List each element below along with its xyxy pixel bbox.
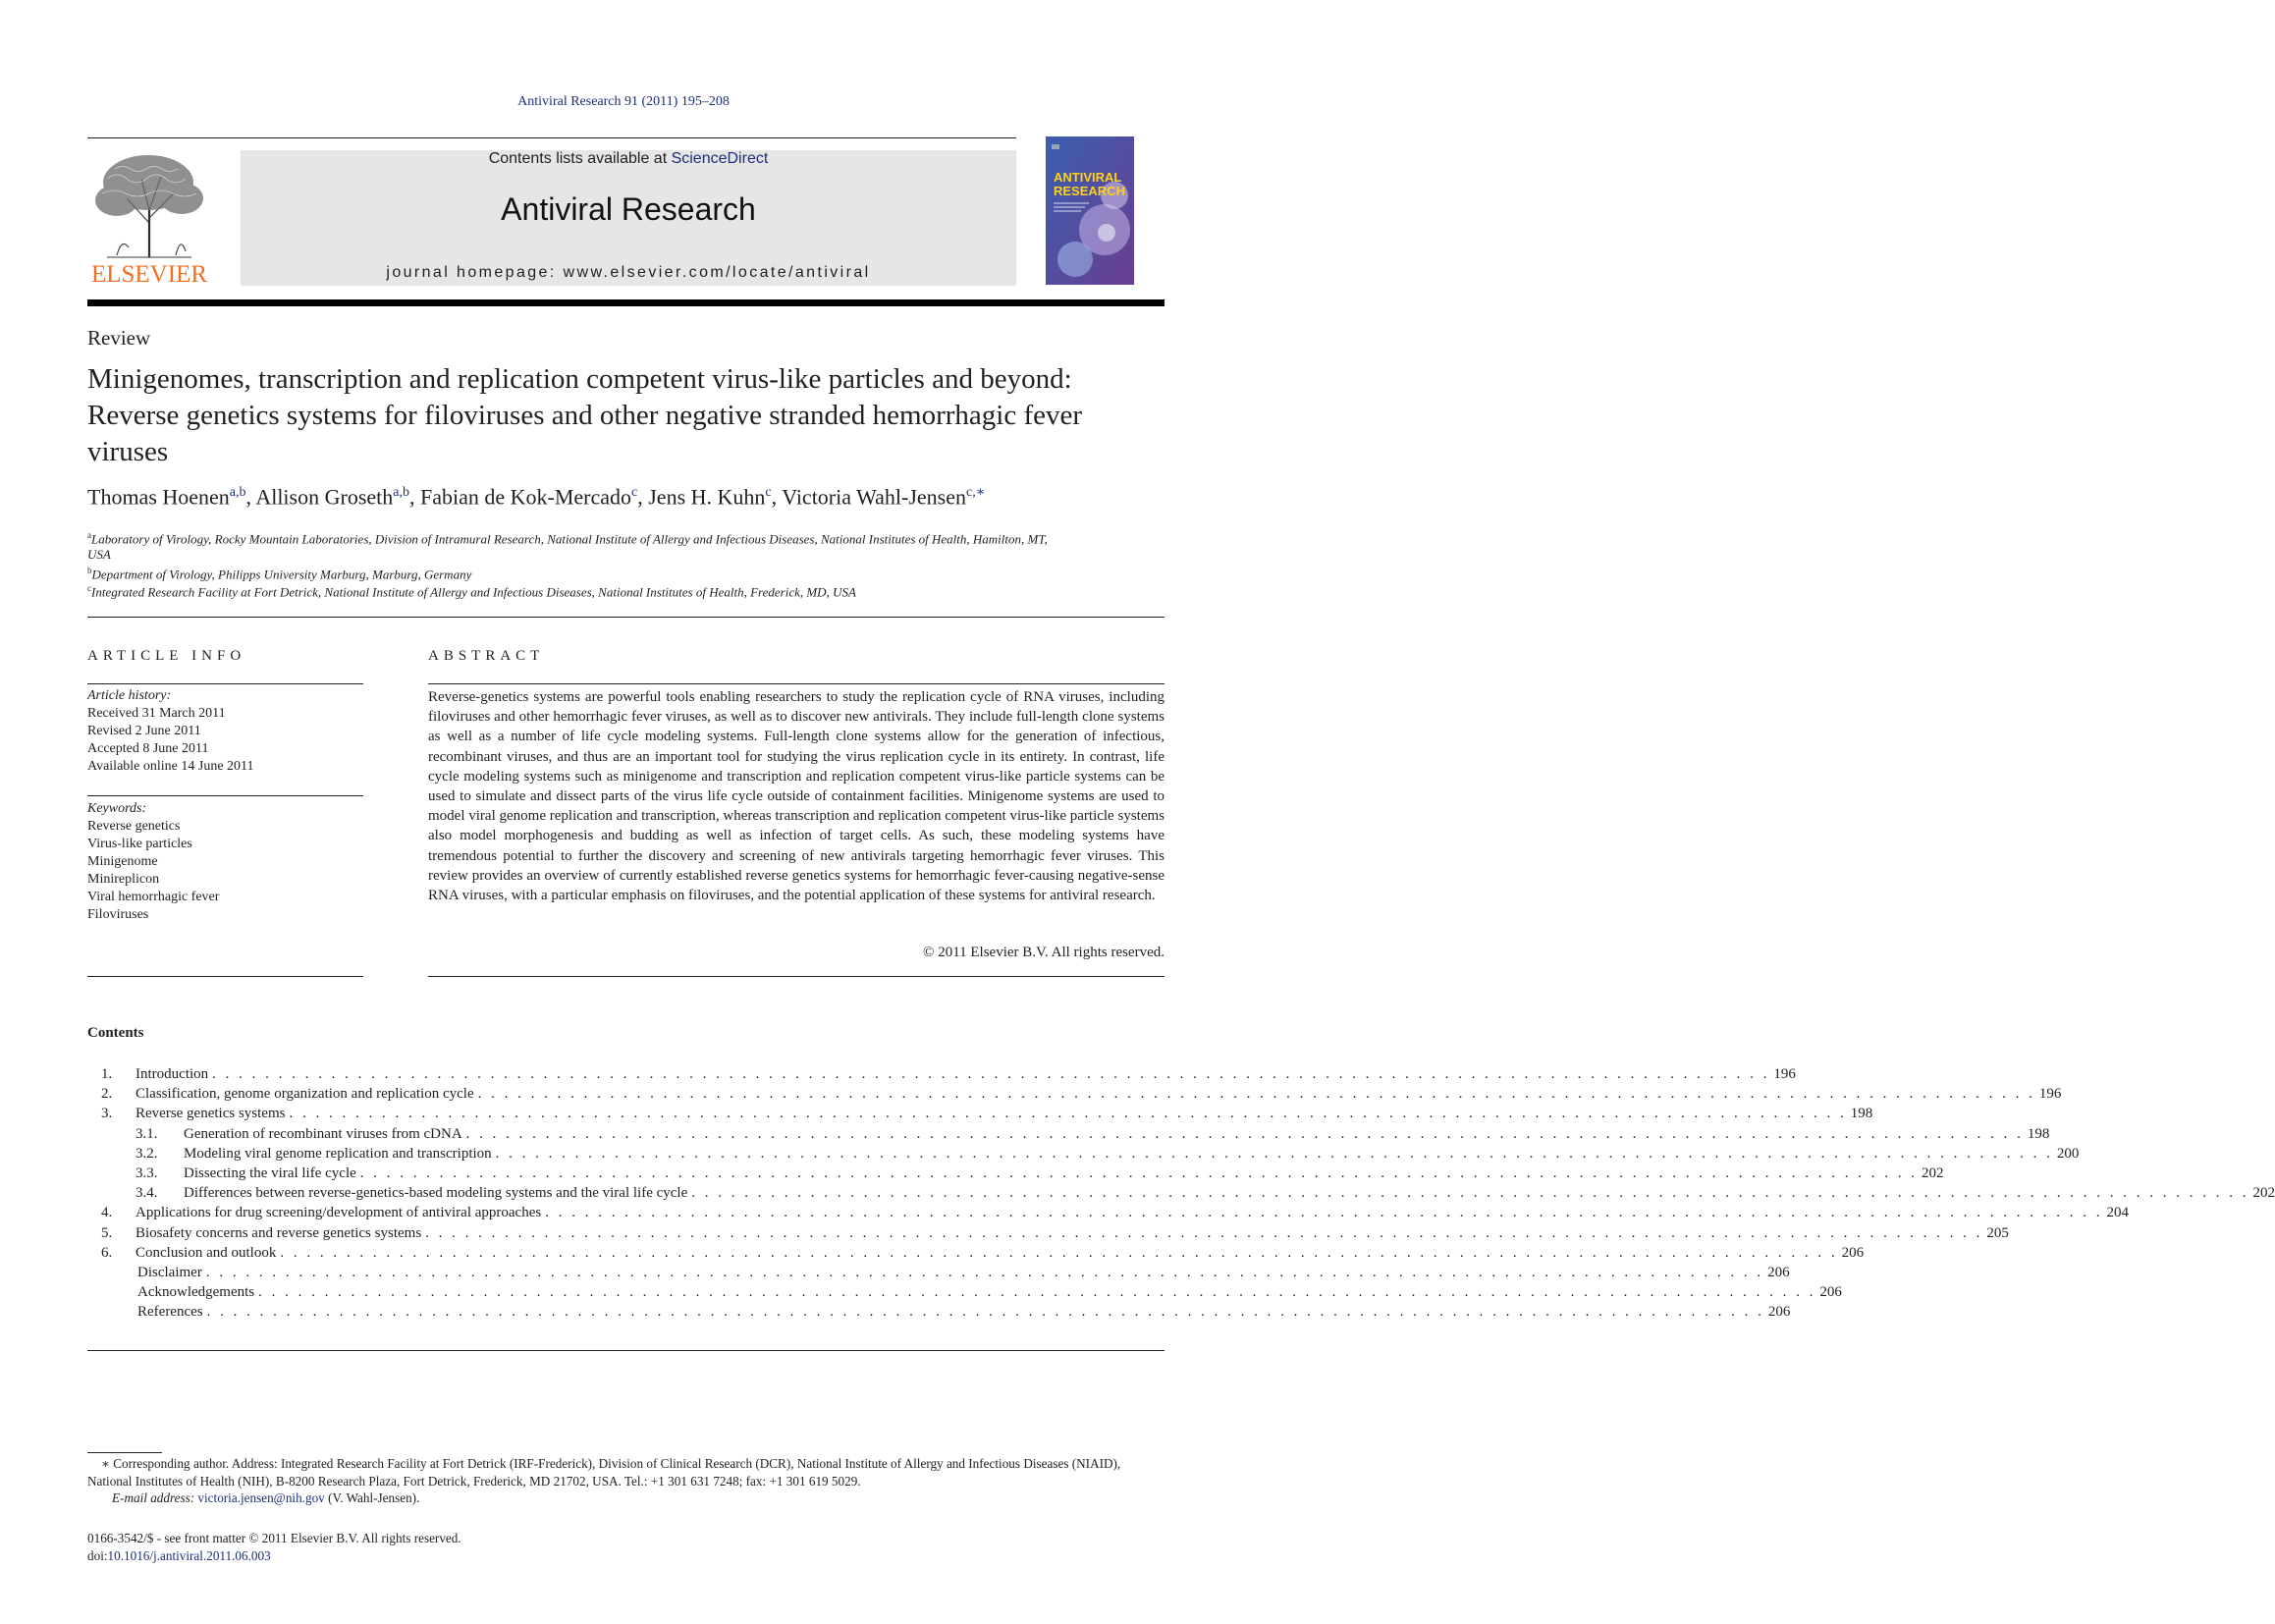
toc-leader: . . . . . . . . . . . . . . . . . . . . . . . . . . . . . . . . . . . . . . . . . . . . . . . . . . . . . . . . . . . . . . . . . . . . . . . . . . . . . . . . . . . . . . . . . . . . . . . . . . . . . . . . . . . . . . . . . . . . . . <box>258 1284 1816 1301</box>
toc-number: 6. <box>101 1244 113 1261</box>
history-received: Received 31 March 2011 <box>87 706 226 721</box>
cover-title-line2: RESEARCH <box>1054 184 1125 198</box>
doi-label: doi: <box>87 1548 108 1563</box>
contents-available-line <box>241 150 1016 168</box>
toc-entry[interactable] <box>87 1243 1865 1263</box>
toc-page: 202 <box>1922 1164 1944 1181</box>
info-rule <box>87 976 363 977</box>
sciencedirect-link[interactable]: ScienceDirect <box>671 150 769 167</box>
keyword-item: Filoviruses <box>87 907 149 922</box>
toc-title[interactable]: Acknowledgements <box>137 1284 255 1301</box>
affiliation-mark: b <box>87 566 92 575</box>
affiliation-text: Department of Virology, Philipps University Marburg, Marburg, Germany <box>91 567 472 582</box>
toc-page: 204 <box>2106 1205 2129 1221</box>
toc-title[interactable]: Biosafety concerns and reverse genetics systems <box>135 1224 422 1241</box>
header-rule <box>87 137 1016 138</box>
toc-page: 206 <box>1767 1304 1791 1321</box>
author-name: Jens H. Kuhn <box>648 484 766 510</box>
toc-entry[interactable] <box>87 1282 1842 1302</box>
toc-number: 1. <box>101 1066 113 1082</box>
contents-rule <box>87 1350 1165 1351</box>
toc-title[interactable]: Introduction <box>135 1066 209 1082</box>
keywords-label: Keywords: <box>87 801 147 816</box>
toc-page: 198 <box>1850 1106 1873 1122</box>
table-of-contents <box>87 1064 2275 1322</box>
header-thick-rule <box>87 299 1165 306</box>
affiliation-text: Integrated Research Facility at Fort Detrick, National Institute of Allergy and Infectious Diseases, National Institutes of Health, Frederick, MD, USA <box>91 584 856 600</box>
toc-leader: . . . . . . . . . . . . . . . . . . . . . . . . . . . . . . . . . . . . . . . . . . . . . . . . . . . . . . . . . . . . . . . . . . . . . . . . . . . . . . . . . . . . . . . . . . . . . . . . . . . . . . . . . . . . . . . . . . . . . . <box>545 1205 2103 1221</box>
article-type: Review <box>87 326 151 350</box>
journal-homepage[interactable]: journal homepage: www.elsevier.com/locate/antiviral <box>386 264 871 281</box>
doi-line <box>87 1547 461 1565</box>
author-list: Thomas Hoenen$^{a,b}$, Allison Groseth$^{a,b}$, Fabian de Kok-Mercado$^c$, Jens H. Kuhn$^c$, Victoria Wahl-Jensen$^{c,∗}$ <box>87 484 986 510</box>
toc-leader: . . . . . . . . . . . . . . . . . . . . . . . . . . . . . . . . . . . . . . . . . . . . . . . . . . . . . . . . . . . . . . . . . . . . . . . . . . . . . . . . . . . . . . . . . . . . . . . . . . . . . . . . . . . . . . . . . . . . . . <box>206 1304 1764 1321</box>
toc-number: 3.4. <box>135 1185 158 1202</box>
toc-title[interactable]: Generation of recombinant viruses from cDNA <box>184 1125 462 1142</box>
toc-leader: . . . . . . . . . . . . . . . . . . . . . . . . . . . . . . . . . . . . . . . . . . . . . . . . . . . . . . . . . . . . . . . . . . . . . . . . . . . . . . . . . . . . . . . . . . . . . . . . . . . . . . . . . . . . . . . . . . . . . . <box>205 1264 1764 1280</box>
email-line <box>112 1490 419 1506</box>
author-affil-marks[interactable]: c <box>765 485 772 500</box>
abstract-heading: ABSTRACT <box>428 648 545 664</box>
abstract-rule <box>428 683 1165 684</box>
email-link[interactable]: victoria.jensen@nih.gov <box>197 1490 325 1505</box>
cover-title-line1: ANTIVIRAL <box>1054 170 1122 185</box>
toc-title[interactable]: Dissecting the viral life cycle <box>184 1164 356 1181</box>
toc-number: 4. <box>101 1205 113 1221</box>
elsevier-wordmark: ELSEVIER <box>90 261 208 288</box>
article-title: Minigenomes, transcription and replication competent virus-like particles and beyond: Reverse genetics systems for filoviruses and other negative stranded hemorrhagic fever viruses <box>87 363 1083 467</box>
keywords <box>87 800 219 924</box>
toc-entry[interactable] <box>87 1302 1791 1322</box>
toc-title[interactable]: Reverse genetics systems <box>135 1106 286 1122</box>
toc-leader: . . . . . . . . . . . . . . . . . . . . . . . . . . . . . . . . . . . . . . . . . . . . . . . . . . . . . . . . . . . . . . . . . . . . . . . . . . . . . . . . . . . . . . . . . . . . . . . . . . . . . . . . . . . . . . . . . . . . . . <box>289 1106 1847 1122</box>
journal-cover-image <box>1046 136 1134 285</box>
author-affil-marks[interactable]: a,b <box>393 485 409 500</box>
author-name: Thomas Hoenen <box>87 484 230 510</box>
toc-entry[interactable] <box>87 1183 2275 1203</box>
affiliation-mark: a <box>87 530 91 540</box>
toc-title[interactable]: Differences between reverse-genetics-based modeling systems and the viral life cycle <box>184 1185 688 1202</box>
corresponding-author-note: ∗ Corresponding author. Address: Integrated Research Facility at Fort Detrick (IRF-Frederick), Division of Clinical Research (DCR), National Institute of Allergy and Infectious Diseases (NIAID), National Institutes of Health (NIH), B-8200 Research Plaza, Fort Detrick, Frederick, MD 21702, USA. Tel.: +1 301 631 7248; fax: +1 301 619 5029. <box>87 1456 1121 1489</box>
toc-number: 3.2. <box>135 1145 158 1162</box>
abstract-copyright: © 2011 Elsevier B.V. All rights reserved. <box>923 945 1165 960</box>
author-affil-marks[interactable]: a,b <box>229 485 246 500</box>
toc-entry[interactable] <box>87 1064 1796 1084</box>
toc-entry[interactable] <box>87 1223 2009 1243</box>
abstract-rule <box>428 976 1165 977</box>
toc-entry[interactable] <box>87 1203 2129 1222</box>
affiliation-c <box>87 580 1069 600</box>
toc-title[interactable]: Disclaimer <box>137 1264 202 1280</box>
keyword-item: Viral hemorrhagic fever <box>87 890 220 904</box>
toc-entry[interactable] <box>87 1263 1790 1282</box>
affiliation-mark: c <box>87 583 91 593</box>
toc-leader: . . . . . . . . . . . . . . . . . . . . . . . . . . . . . . . . . . . . . . . . . . . . . . . . . . . . . . . . . . . . . . . . . . . . . . . . . . . . . . . . . . . . . . . . . . . . . . . . . . . . . . . . . . . . . . . . . . . . . . <box>691 1185 2249 1202</box>
history-online: Available online 14 June 2011 <box>87 759 254 774</box>
history-label: Article history: <box>87 688 172 703</box>
toc-title[interactable]: Conclusion and outlook <box>135 1244 277 1261</box>
toc-leader: . . . . . . . . . . . . . . . . . . . . . . . . . . . . . . . . . . . . . . . . . . . . . . . . . . . . . . . . . . . . . . . . . . . . . . . . . . . . . . . . . . . . . . . . . . . . . . . . . . . . . . . . . . . . . . . . . . . . . . <box>359 1164 1919 1181</box>
toc-page: 202 <box>2252 1185 2275 1202</box>
article-history <box>87 687 254 776</box>
author-name: Victoria Wahl-Jensen <box>782 484 966 510</box>
toc-entry[interactable] <box>87 1124 2050 1144</box>
toc-leader: . . . . . . . . . . . . . . . . . . . . . . . . . . . . . . . . . . . . . . . . . . . . . . . . . . . . . . . . . . . . . . . . . . . . . . . . . . . . . . . . . . . . . . . . . . . . . . . . . . . . . . . . . . . . . . . . . . . . . . <box>212 1066 1770 1082</box>
keyword-item: Minigenome <box>87 854 158 869</box>
toc-page: 196 <box>1773 1066 1796 1082</box>
toc-page: 200 <box>2056 1145 2080 1162</box>
toc-leader: . . . . . . . . . . . . . . . . . . . . . . . . . . . . . . . . . . . . . . . . . . . . . . . . . . . . . . . . . . . . . . . . . . . . . . . . . . . . . . . . . . . . . . . . . . . . . . . . . . . . . . . . . . . . . . . . . . . . . . <box>477 1086 2035 1103</box>
history-revised: Revised 2 June 2011 <box>87 724 201 738</box>
toc-page: 196 <box>2038 1086 2062 1103</box>
toc-page: 206 <box>1819 1284 1842 1301</box>
toc-leader: . . . . . . . . . . . . . . . . . . . . . . . . . . . . . . . . . . . . . . . . . . . . . . . . . . . . . . . . . . . . . . . . . . . . . . . . . . . . . . . . . . . . . . . . . . . . . . . . . . . . . . . . . . . . . . . . . . . . . . <box>425 1224 1983 1241</box>
journal-citation[interactable]: Antiviral Research 91 (2011) 195–208 <box>517 94 730 109</box>
toc-title[interactable]: References <box>137 1304 203 1321</box>
toc-leader: . . . . . . . . . . . . . . . . . . . . . . . . . . . . . . . . . . . . . . . . . . . . . . . . . . . . . . . . . . . . . . . . . . . . . . . . . . . . . . . . . . . . . . . . . . . . . . . . . . . . . . . . . . . . . . . . . . . . . . <box>495 1145 2053 1162</box>
journal-title: Antiviral Research <box>501 191 756 227</box>
toc-title[interactable]: Modeling viral genome replication and transcription <box>184 1145 492 1162</box>
contents-heading: Contents <box>87 1025 144 1041</box>
abstract-text: Reverse-genetics systems are powerful tools enabling researchers to study the replication cycle of RNA viruses, including filoviruses and other hemorrhagic fever viruses, as well as to discover new antivirals. They include full-length clone systems as well as a number of life cycle modeling systems. Full-length clone systems allow for the generation of infectious, recombinant viruses, and thus are an important tool for studying the virus replication cycle in its entirety. In contrast, life cycle modeling systems such as minigenome and transcription and replication competent virus-like particle systems can be used to simulate and dissect parts of the virus life cycle outside of containment facilities. Minigenome systems are used to model viral genome replication and transcription, whereas transcription and replication competent virus-like particle systems also model morphogenesis and budding as well as infection of target cells. As such, these modeling systems have tremendous potential to further the discovery and screening of new antivirals targeting hemorrhagic fever viruses. This review provides an overview of currently established reverse genetics systems for hemorrhagic fever-causing negative-sense RNA viruses, with a particular emphasis on filoviruses, and the potential application of these systems for antiviral research. <box>428 689 1165 904</box>
toc-leader: . . . . . . . . . . . . . . . . . . . . . . . . . . . . . . . . . . . . . . . . . . . . . . . . . . . . . . . . . . . . . . . . . . . . . . . . . . . . . . . . . . . . . . . . . . . . . . . . . . . . . . . . . . . . . . . . . . . . . . <box>280 1244 1838 1261</box>
toc-leader: . . . . . . . . . . . . . . . . . . . . . . . . . . . . . . . . . . . . . . . . . . . . . . . . . . . . . . . . . . . . . . . . . . . . . . . . . . . . . . . . . . . . . . . . . . . . . . . . . . . . . . . . . . . . . . . . . . . . . . <box>465 1125 2024 1142</box>
front-matter-line: 0166-3542/$ - see front matter © 2011 Elsevier B.V. All rights reserved. <box>87 1531 461 1545</box>
toc-number: 3.3. <box>135 1164 158 1181</box>
affiliation-a <box>87 527 1069 563</box>
affiliation-text: Laboratory of Virology, Rocky Mountain Laboratories, Division of Intramural Research, National Institute of Allergy and Infectious Diseases, National Institutes of Health, Hamilton, MT, USA <box>87 531 1048 563</box>
toc-page: 206 <box>1841 1244 1865 1261</box>
toc-page: 205 <box>1986 1224 2009 1241</box>
toc-entry[interactable] <box>87 1164 1944 1183</box>
keyword-item: Minireplicon <box>87 872 160 887</box>
toc-page: 198 <box>2027 1125 2050 1142</box>
toc-entry[interactable] <box>87 1084 2062 1104</box>
email-owner: (V. Wahl-Jensen). <box>328 1490 420 1505</box>
info-rule <box>87 683 363 684</box>
toc-title[interactable]: Applications for drug screening/development of antiviral approaches <box>135 1205 542 1221</box>
author-affil-marks[interactable]: c <box>631 485 638 500</box>
affiliation-rule <box>87 617 1165 618</box>
keyword-item: Reverse genetics <box>87 819 181 834</box>
article-info-heading: ARTICLE INFO <box>87 648 246 664</box>
toc-number: 3.1. <box>135 1125 158 1142</box>
history-accepted: Accepted 8 June 2011 <box>87 741 209 756</box>
keyword-item: Virus-like particles <box>87 837 192 851</box>
toc-entry[interactable] <box>87 1104 1873 1123</box>
toc-number: 5. <box>101 1224 113 1241</box>
info-rule <box>87 795 363 796</box>
contents-prefix: Contents lists available at <box>488 150 672 167</box>
toc-number: 3. <box>101 1106 113 1122</box>
footnote-rule <box>87 1452 162 1453</box>
author-name: Allison Groseth <box>255 484 394 510</box>
doi-link[interactable]: 10.1016/j.antiviral.2011.06.003 <box>107 1548 271 1563</box>
toc-number: 2. <box>101 1086 113 1103</box>
front-matter <box>87 1530 461 1565</box>
toc-title[interactable]: Classification, genome organization and replication cycle <box>135 1086 474 1103</box>
toc-entry[interactable] <box>87 1144 2080 1164</box>
email-label: E-mail address: <box>112 1490 195 1505</box>
author-affil-marks[interactable]: c,∗ <box>965 485 986 500</box>
toc-page: 206 <box>1767 1264 1790 1280</box>
author-name: Fabian de Kok-Mercado <box>419 484 632 510</box>
